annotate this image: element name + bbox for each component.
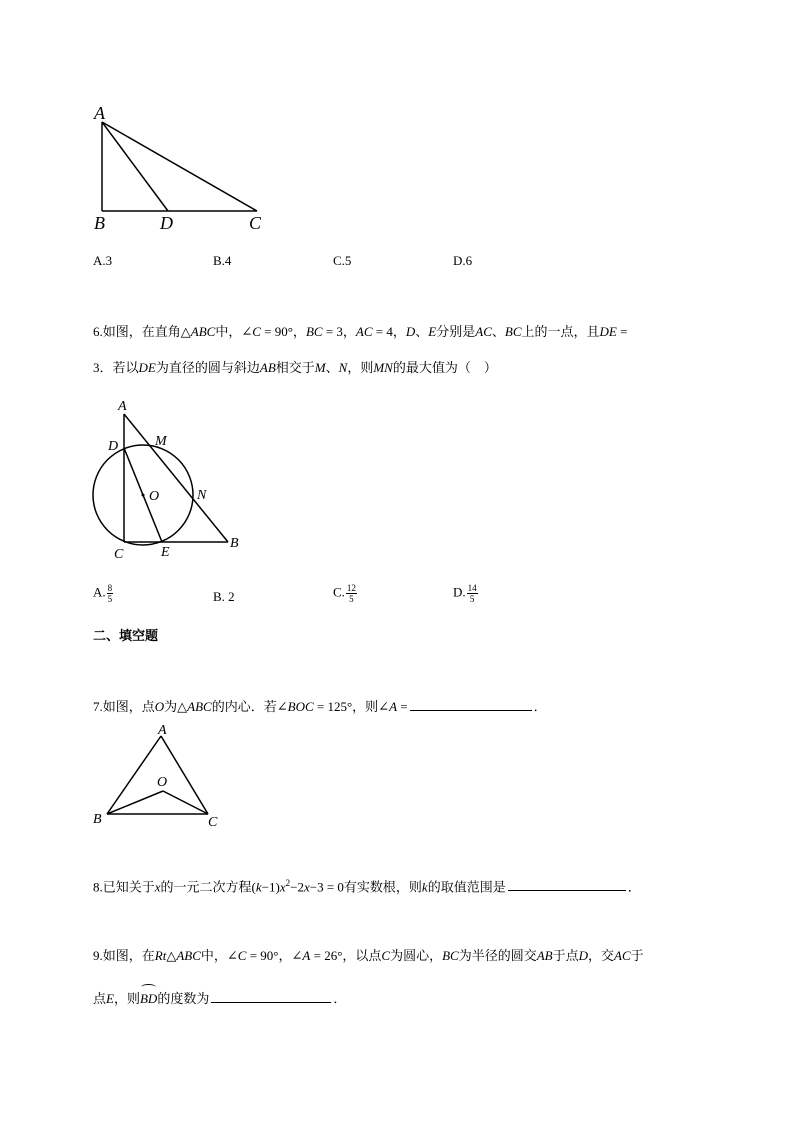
q8-var-x: x: [303, 879, 310, 895]
q8-text: −1): [261, 879, 280, 895]
q6-var-bc: BC: [504, 324, 522, 339]
q6-var-de: DE: [599, 324, 617, 339]
q6-option-d[interactable]: [453, 583, 478, 604]
q6-label-e: E: [161, 545, 170, 560]
denominator: 5: [469, 594, 475, 604]
q9-var-e: E: [106, 991, 114, 1006]
q5-label-b: B: [94, 213, 105, 233]
q6-var-ab: AB: [259, 360, 276, 375]
q9-text: = 90°，∠: [246, 948, 303, 963]
q9-text: ，交: [588, 948, 615, 963]
q6-text: = 3，: [322, 324, 356, 339]
q6-var-ac: AC: [355, 324, 373, 339]
q6-var-mn: MN: [373, 360, 393, 375]
option-prefix: A.: [93, 584, 106, 600]
q6-var-abc: ABC: [190, 324, 216, 339]
q9-text: 于: [630, 948, 644, 963]
fraction: [346, 583, 357, 604]
q6-var-de: DE: [138, 360, 156, 375]
q6-label-d: D: [108, 439, 119, 454]
q6-text: 相交于: [275, 360, 315, 375]
q6-question-line-2: [93, 358, 497, 378]
q6-text: 中，∠: [215, 324, 253, 339]
q8-text: 8.已知关于: [93, 879, 155, 895]
q9-var-rt: Rt: [154, 948, 167, 963]
q7-text: =: [397, 699, 408, 714]
q9-text: 于点: [552, 948, 579, 963]
q9-var-bc: BC: [442, 948, 459, 963]
q8-var-x: x: [279, 879, 286, 895]
q9-var-c: C: [237, 948, 247, 963]
q8-text: 的取值范围是: [427, 879, 506, 895]
q9-text: 中，∠: [200, 948, 238, 963]
q8-text: 的一元二次方程(: [160, 879, 256, 895]
q9-text: 点: [93, 991, 107, 1006]
numerator: 8: [107, 583, 113, 593]
q7-label-b: B: [93, 812, 102, 827]
q6-label-b: B: [230, 536, 239, 551]
q5-triangle-figure: [88, 100, 278, 235]
fraction: [107, 583, 114, 604]
q6-var-e: E: [428, 324, 437, 339]
q6-text: 上的一点，且: [521, 324, 600, 339]
q9-arc-bd: BD: [140, 989, 157, 1009]
q9-text: = 26°，以点: [310, 948, 382, 963]
q5-option-b[interactable]: B.4: [213, 253, 232, 268]
q8-text: −2: [290, 879, 304, 895]
numerator: 14: [467, 583, 477, 593]
q9-text: 为半径的圆交: [458, 948, 537, 963]
q5-segment-ad: [102, 122, 168, 211]
q6-label-o: O: [149, 489, 160, 504]
q9-question-line-2: [93, 988, 346, 1009]
q6-text: = 90°，: [260, 324, 306, 339]
q9-text: 的度数为: [157, 991, 210, 1006]
q8-text: ．: [627, 879, 641, 895]
q7-label-o: O: [157, 775, 168, 790]
q8-var-k: k: [421, 879, 428, 895]
q6-text: =: [616, 324, 628, 339]
q6-text: 为直径的圆与斜边: [155, 360, 260, 375]
q7-label-a: A: [158, 723, 167, 738]
q9-var-abc: ABC: [176, 948, 201, 963]
q7-incenter-figure: [90, 722, 225, 832]
q6-segment-ab: [124, 414, 228, 542]
triangle-symbol: △: [177, 699, 188, 714]
q6-var-m: M: [314, 360, 326, 375]
q7-text: = 125°，则∠: [313, 699, 390, 714]
q5-label-a: A: [94, 103, 105, 123]
q6-center-point: [142, 494, 145, 497]
q9-var-ab: AB: [536, 948, 553, 963]
q6-text: 分别是: [436, 324, 476, 339]
q8-question: [93, 873, 641, 897]
option-prefix: C.: [333, 584, 345, 600]
q6-option-b[interactable]: B. 2: [213, 589, 235, 604]
q7-question: [93, 696, 547, 717]
q7-text: 的内心．若∠: [211, 699, 288, 714]
q8-exponent: 2: [285, 878, 291, 888]
q6-option-c[interactable]: [333, 583, 357, 604]
q6-label-c: C: [114, 547, 124, 562]
q6-label-n: N: [197, 488, 207, 503]
q6-text: 、: [491, 324, 505, 339]
q7-text: ．: [533, 699, 547, 714]
q6-text: 的最大值为（ ）: [392, 360, 497, 375]
q7-text: 7.如图，点: [93, 699, 155, 714]
triangle-symbol: △: [180, 324, 191, 339]
q9-question-line-1: [93, 946, 644, 966]
q9-text: 为圆心，: [390, 948, 443, 963]
q6-var-n: N: [338, 360, 348, 375]
q5-option-c[interactable]: C.5: [333, 253, 352, 268]
q9-text: 9.如图，在: [93, 948, 155, 963]
q6-text: = 4，: [372, 324, 406, 339]
q7-answer-blank[interactable]: [410, 696, 532, 711]
q6-var-ac: AC: [475, 324, 492, 339]
q7-var-a: A: [389, 699, 398, 714]
q6-text: 、: [325, 360, 339, 375]
q6-question-line-1: [93, 322, 627, 342]
option-prefix: D.: [453, 584, 466, 600]
q8-var-x: x: [154, 879, 161, 895]
q9-var-c: C: [381, 948, 391, 963]
q6-circle-figure: [85, 392, 255, 567]
numerator: 12: [346, 583, 356, 593]
denominator: 5: [107, 594, 113, 604]
q8-answer-blank[interactable]: [508, 876, 626, 891]
q8-var-k: k: [255, 879, 262, 895]
q5-option-a[interactable]: A.3: [93, 253, 113, 268]
q5-label-c: C: [249, 213, 262, 233]
q6-label-a: A: [118, 399, 127, 414]
q9-var-a: A: [302, 948, 311, 963]
q6-var-bc: BC: [305, 324, 323, 339]
q6-text: 3．若以: [93, 360, 139, 375]
q9-answer-blank[interactable]: [211, 988, 331, 1003]
q7-var-o: O: [154, 699, 165, 714]
q6-text: 6.如图，在直角: [93, 324, 181, 339]
q6-var-d: D: [405, 324, 416, 339]
section-heading-fill-in: 二、填空题: [93, 629, 159, 644]
q9-text: ，则: [113, 991, 140, 1006]
q9-text: ．: [333, 991, 347, 1006]
q5-option-d[interactable]: D.6: [453, 253, 473, 268]
q5-label-d: D: [160, 213, 173, 233]
q6-text: 、: [415, 324, 429, 339]
q7-var-abc: ABC: [187, 699, 212, 714]
q9-var-d: D: [578, 948, 589, 963]
q7-var-boc: BOC: [287, 699, 314, 714]
fraction: [467, 583, 478, 604]
q8-text: −3 = 0有实数根，则: [309, 879, 422, 895]
denominator: 5: [349, 594, 354, 604]
q5-segment-ac: [102, 122, 257, 211]
q6-var-c: C: [252, 324, 261, 339]
q6-option-a[interactable]: [93, 583, 113, 604]
q7-text: 为: [164, 699, 178, 714]
triangle-symbol: △: [166, 948, 177, 963]
q6-label-m: M: [155, 434, 167, 449]
q9-var-ac: AC: [614, 948, 631, 963]
q7-label-c: C: [208, 815, 218, 830]
q6-text: ，则: [347, 360, 374, 375]
